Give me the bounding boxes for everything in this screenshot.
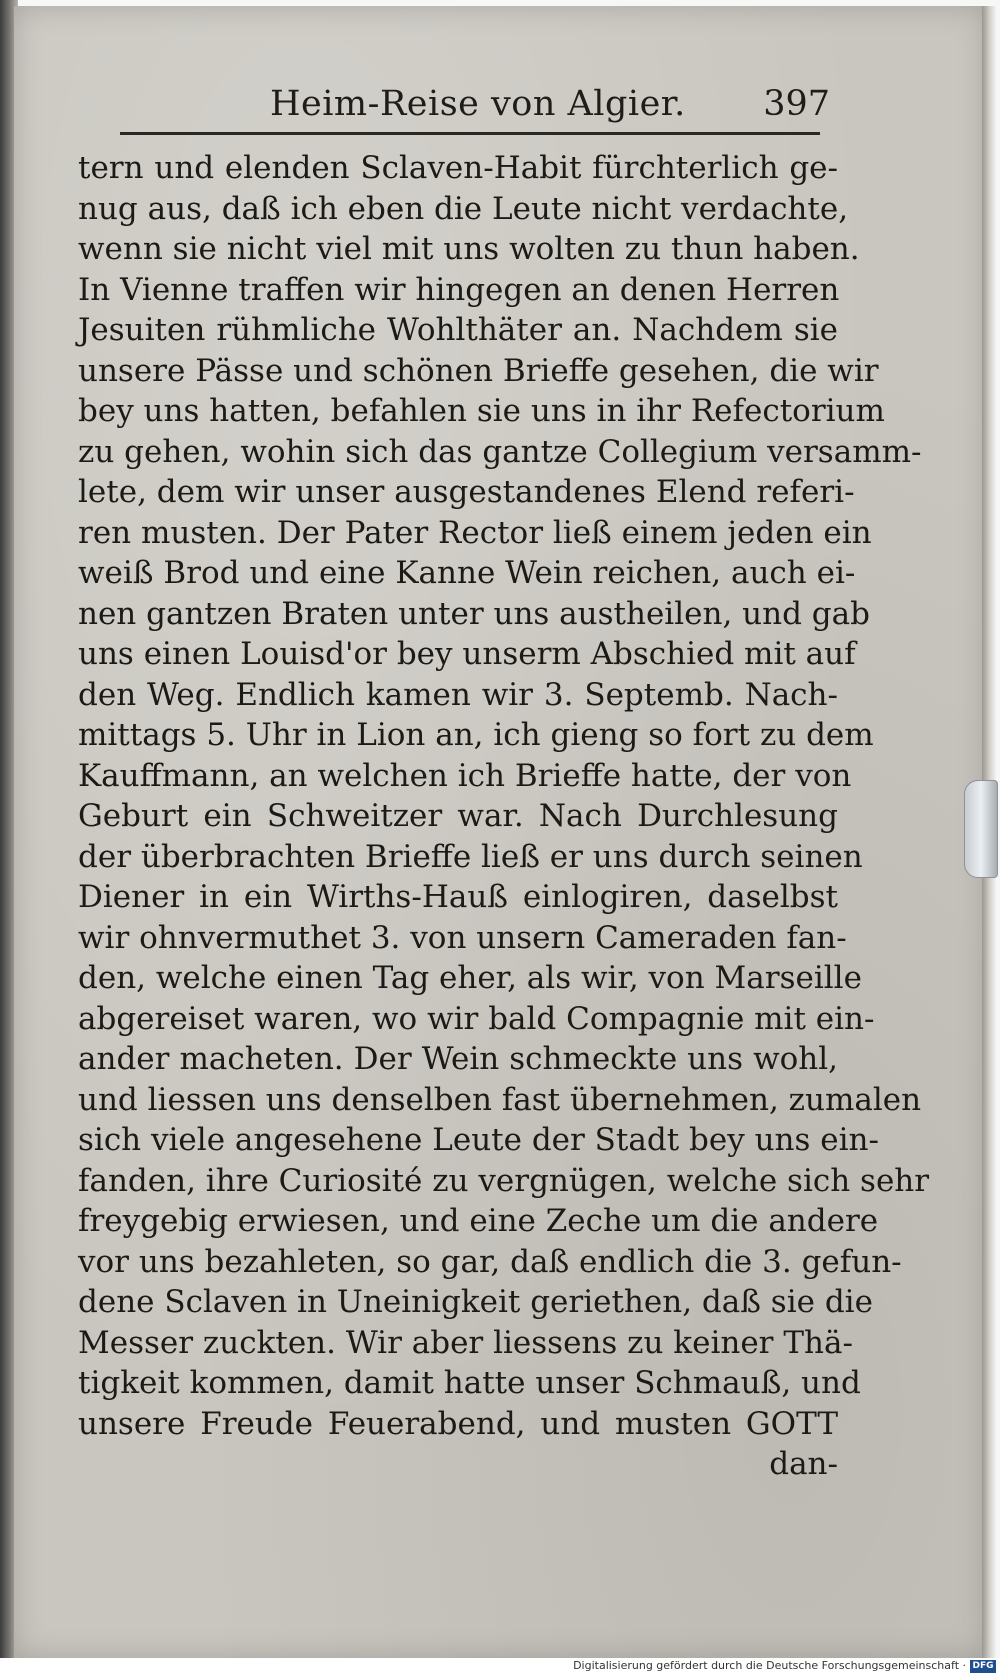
text-line: unsere Freude Feuerabend, und musten GOTT [78,1405,838,1442]
digitization-footer [0,1658,1000,1675]
text-line: Kauffmann, an welchen ich Brieffe hatte, der von [78,757,852,794]
text-line: mittags 5. Uhr in Lion an, ich gieng so fort zu dem [78,717,874,753]
text-line: Diener in ein Wirths-Hauß einlogiren, daselbst [78,879,838,915]
text-line: vor uns bezahleten, so gar, daß endlich die 3. gefun- [78,1243,902,1280]
text-line: den, welche einen Tag eher, als wir, von Marseille [78,960,862,996]
text-line: ander macheten. Der Wein schmeckte uns wohl, [78,1041,838,1077]
text-line: nen gantzen Braten unter uns austheilen, und gab [78,595,870,632]
text-line: weiß Brod und eine Kanne Wein reichen, auch ei- [78,555,856,591]
text-line: In Vienne traffen wir hingegen an denen Herren [78,271,840,308]
text-line: tigkeit kommen, damit hatte unser Schmauß, und [78,1365,861,1401]
text-line: der überbrachten Brieffe ließ er uns durch seinen [78,838,863,875]
text-line: wir ohnvermuthet 3. von unsern Cameraden fan- [78,919,847,956]
running-head-title: Heim-Reise von Algier. [270,84,686,124]
text-line: Messer zuckten. Wir aber liessens zu keiner Thä- [78,1324,853,1361]
text-line: bey uns hatten, befahlen sie uns in ihr Refectorium [78,393,885,429]
running-head [90,84,830,132]
text-line: freygebig erwiesen, und eine Zeche um die andere [78,1203,879,1239]
page-number: 397 [763,84,830,124]
text-line: ren musten. Der Pater Rector ließ einem jeden ein [78,514,872,551]
text-line: den Weg. Endlich kamen wir 3. Septemb. Nach- [78,676,838,713]
text-line: tern und elenden Sclaven-Habit fürchterlich ge- [78,150,838,186]
text-line: Geburt ein Schweitzer war. Nach Durchlesung [78,798,838,834]
text-line: und liessen uns denselben fast übernehmen, zumalen [78,1081,922,1118]
header-rule [120,132,820,135]
metal-clasp [964,780,998,878]
text-line: nug aus, daß ich eben die Leute nicht verdachte, [78,190,849,227]
text-line: zu gehen, wohin sich das gantze Collegium versamm- [78,433,922,470]
text-line: wenn sie nicht viel mit uns wolten zu thun haben. [78,231,860,267]
text-line: uns einen Louisd'or bey unserm Abschied mit auf [78,636,856,672]
text-line: lete, dem wir unser ausgestandenes Elend referi- [78,474,855,510]
text-line: sich viele angesehene Leute der Stadt bey uns ein- [78,1122,879,1158]
text-line: unsere Pässe und schönen Brieffe gesehen, die wir [78,352,879,389]
dfg-logo: DFG [970,1660,996,1673]
footer-credit: Digitalisierung gefördert durch die Deutsche Forschungsgemeinschaft · [573,1659,966,1672]
text-line: fanden, ihre Curiosité zu vergnügen, welche sich sehr [78,1162,930,1199]
body-text [78,148,930,1485]
text-line: dene Sclaven in Uneinigkeit geriethen, daß sie die [78,1284,873,1320]
text-line: abgereiset waren, wo wir bald Compagnie mit ein- [78,1000,875,1037]
catchword: dan- [769,1446,838,1482]
text-line: Jesuiten rühmliche Wohlthäter an. Nachdem sie [78,312,838,348]
